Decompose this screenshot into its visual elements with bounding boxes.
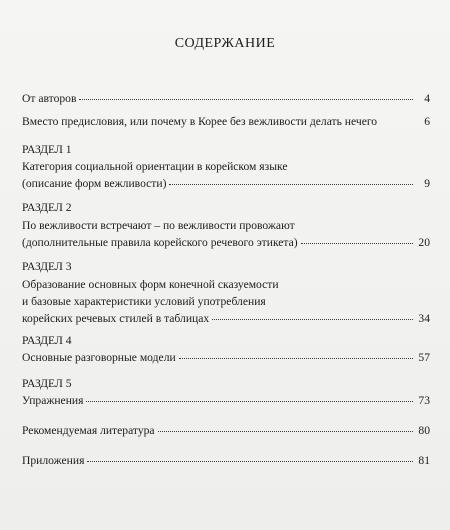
toc-entry-text: (дополнительные правила корейского речевого этикета) — [22, 236, 298, 249]
toc-entry-text: Категория социальной ориентации в корейском языке — [22, 160, 288, 173]
toc-entry-text: (описание форм вежливости) — [22, 177, 167, 190]
toc-page-number: 73 — [418, 394, 430, 407]
toc-leader — [158, 430, 413, 432]
toc-leader — [169, 183, 413, 185]
toc-title: СОДЕРЖАНИЕ — [174, 36, 276, 51]
toc-entry-text: От авторов — [22, 92, 77, 105]
section-heading-5: РАЗДЕЛ 5 — [22, 377, 72, 390]
toc-entry-section-3 — [22, 276, 430, 327]
toc-leader — [380, 122, 413, 123]
toc-entry-text: Вместо предисловия, или почему в Корее без вежливости делать нечего — [22, 115, 378, 128]
toc-page-number: 9 — [424, 177, 430, 190]
toc-leader — [179, 357, 413, 359]
toc-page-number: 57 — [418, 351, 430, 364]
toc-entry-text: Упражнения — [22, 394, 84, 407]
toc-entry-text: Основные разговорные модели — [22, 351, 176, 364]
toc-entry-text: По вежливости встречают – по вежливости провожают — [22, 219, 295, 232]
toc-entry-appendices — [22, 452, 430, 469]
toc-entry-preface — [22, 113, 430, 130]
toc-leader — [301, 242, 413, 244]
toc-entry-text: корейских речевых стилей в таблицах — [22, 312, 210, 325]
section-heading-4: РАЗДЕЛ 4 — [22, 334, 72, 347]
toc-entry-section-2 — [22, 217, 430, 251]
toc-leader — [87, 460, 413, 462]
toc-page-number: 80 — [418, 424, 430, 437]
toc-page-number: 81 — [418, 454, 430, 467]
toc-page-number: 4 — [424, 92, 430, 105]
toc-leader — [86, 400, 413, 402]
toc-leader — [79, 98, 413, 100]
toc-entry-authors — [22, 90, 430, 107]
toc-entry-text: Образование основных форм конечной сказуемости — [22, 278, 279, 291]
section-heading-1: РАЗДЕЛ 1 — [22, 143, 72, 156]
toc-entry-section-5 — [22, 392, 430, 409]
toc-entry-text: и базовые характеристики условий употребления — [22, 295, 266, 308]
toc-entry-text: Приложения — [22, 454, 85, 467]
toc-page-number: 6 — [424, 115, 430, 128]
toc-page-number: 20 — [418, 236, 430, 249]
section-heading-2: РАЗДЕЛ 2 — [22, 201, 72, 214]
toc-entry-text: Рекомендуемая литература — [22, 424, 155, 437]
toc-entry-section-4 — [22, 349, 430, 366]
toc-entry-literature — [22, 422, 430, 439]
section-heading-3: РАЗДЕЛ 3 — [22, 260, 72, 273]
toc-page-number: 34 — [418, 312, 430, 325]
toc-entry-section-1 — [22, 158, 430, 192]
toc-leader — [212, 318, 413, 320]
